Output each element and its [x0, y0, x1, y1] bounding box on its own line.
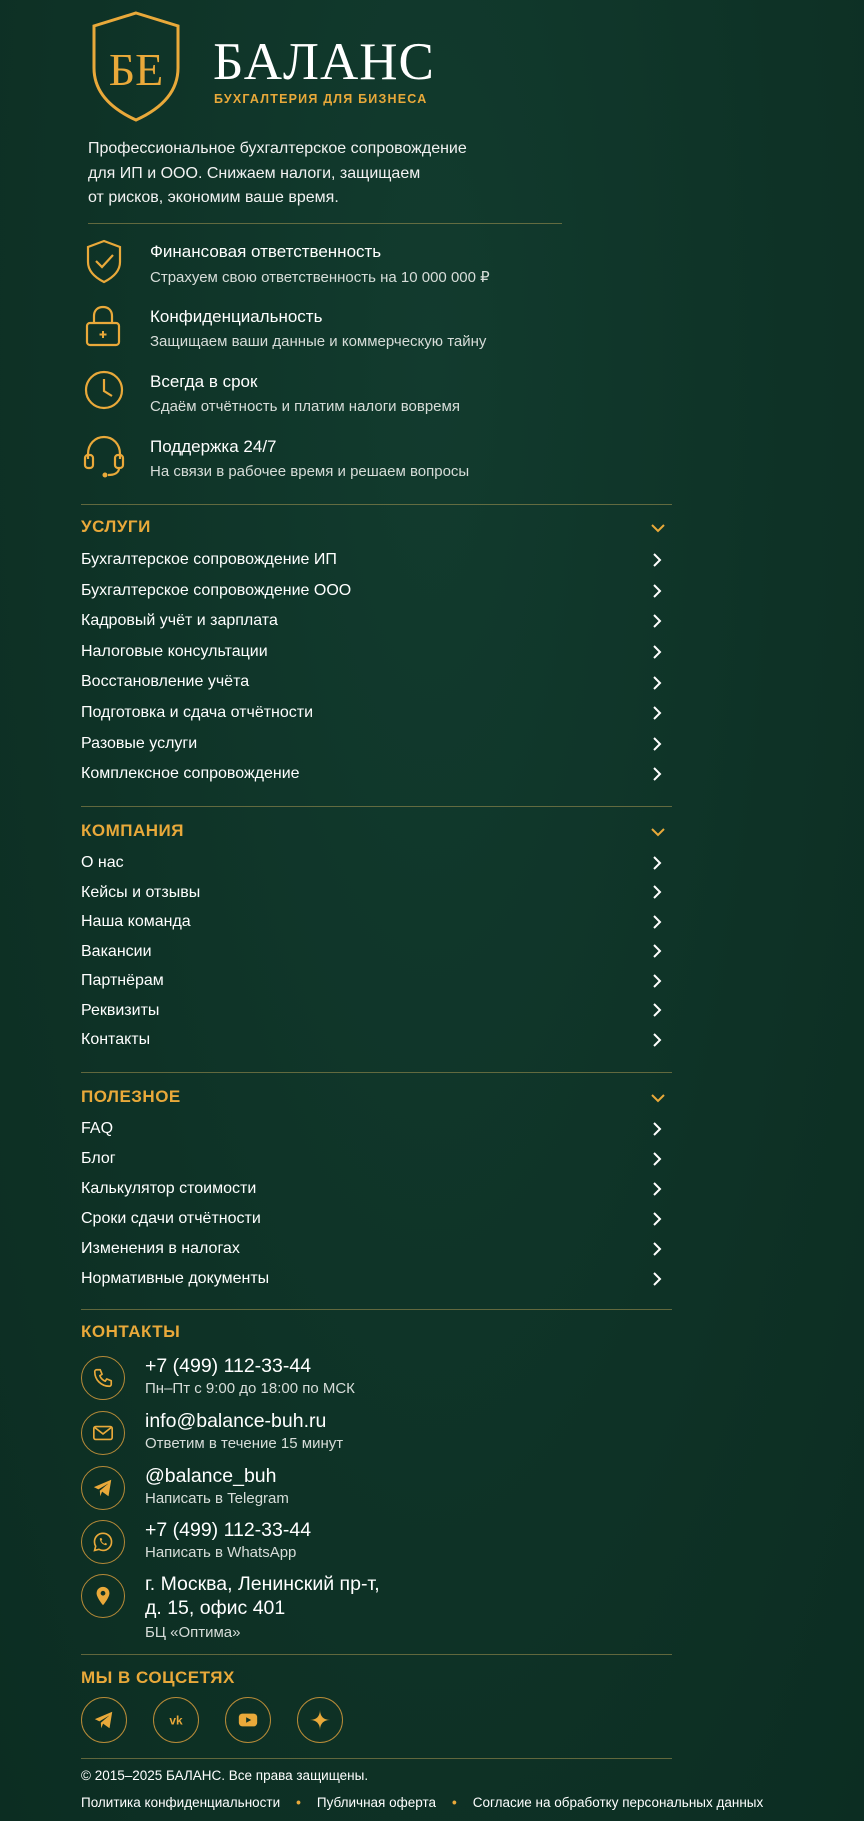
- divider: [81, 1758, 672, 1759]
- feature-item: [82, 433, 602, 498]
- section-title: МЫ В СОЦСЕТЯХ: [81, 1668, 235, 1687]
- address-line-1: г. Москва, Ленинский пр-т,: [145, 1573, 380, 1595]
- menu-item-label: Кейсы и отзывы: [81, 883, 201, 901]
- public-offer-link[interactable]: Публичная оферта: [316, 1795, 436, 1810]
- contact-email[interactable]: [81, 1411, 672, 1461]
- socials-row: [81, 1697, 381, 1747]
- chevron-right-icon: [652, 644, 662, 660]
- brand-intro: [88, 137, 508, 211]
- chevron-right-icon: [652, 855, 662, 871]
- feature-text: Сдаём отчётность и платим налоги вовремя: [150, 398, 460, 415]
- divider: [81, 806, 672, 807]
- map-pin-icon: [81, 1574, 125, 1618]
- feature-text: На связи в рабочее время и решаем вопросы: [150, 463, 470, 480]
- chevron-right-icon: [652, 1151, 662, 1167]
- chevron-right-icon: [652, 736, 662, 752]
- menu-item-label: Реквизиты: [81, 1001, 160, 1019]
- features-list: [82, 238, 602, 498]
- address-line-2: д. 15, офис 401: [145, 1597, 286, 1619]
- menu-item-company[interactable]: [81, 966, 672, 996]
- menu-item-label: Комплексное сопровождение: [81, 765, 300, 783]
- feature-text: Защищаем ваши данные и коммерческую тайну: [150, 333, 487, 350]
- section-title: ПОЛЕЗНОЕ: [81, 1087, 181, 1106]
- brand-name: БАЛАНС: [213, 33, 435, 91]
- vk-icon: [165, 1709, 187, 1731]
- clock-icon: [82, 368, 126, 414]
- feature-title: Поддержка 24/7: [150, 437, 277, 456]
- intro-line: Профессиональное бухгалтерское сопровождение: [88, 140, 467, 157]
- menu-item-useful[interactable]: [81, 1114, 672, 1144]
- telegram-handle[interactable]: @balance_buh: [145, 1465, 277, 1487]
- shield-check-icon: [82, 238, 126, 284]
- social-vk-button[interactable]: [153, 1697, 199, 1743]
- svg-text:vk: vk: [169, 1713, 183, 1728]
- chevron-right-icon: [652, 1241, 662, 1257]
- telegram-icon: [93, 1709, 115, 1731]
- mail-icon: [81, 1411, 125, 1455]
- brand-tagline: БУХГАЛТЕРИЯ ДЛЯ БИЗНЕСА: [214, 92, 428, 106]
- chevron-right-icon: [652, 675, 662, 691]
- shield-logo-icon: [88, 10, 184, 122]
- chevron-down-icon: [650, 1090, 666, 1106]
- contact-telegram[interactable]: [81, 1466, 672, 1516]
- brand-logo[interactable]: [88, 10, 508, 122]
- feature-title: Финансовая ответственность: [150, 242, 382, 261]
- menu-item-label: Вакансии: [81, 942, 152, 960]
- whatsapp-icon: [81, 1520, 125, 1564]
- menu-item-label: Кадровый учёт и зарплата: [81, 612, 278, 630]
- menu-item-services[interactable]: [81, 729, 672, 760]
- socials-header: [81, 1668, 381, 1692]
- telegram-note: Написать в Telegram: [145, 1490, 289, 1507]
- chevron-right-icon: [652, 766, 662, 782]
- address-building: БЦ «Оптима»: [145, 1624, 241, 1641]
- useful-section: [81, 1087, 672, 1294]
- intro-line: от рисков, экономим ваше время.: [88, 189, 339, 206]
- divider: [81, 504, 672, 505]
- section-title: УСЛУГИ: [81, 517, 151, 536]
- brand-monogram: БЕ: [108, 44, 164, 95]
- menu-item-useful[interactable]: [81, 1204, 672, 1234]
- menu-item-useful[interactable]: [81, 1174, 672, 1204]
- contacts-header: [81, 1322, 672, 1346]
- chevron-right-icon: [652, 1032, 662, 1048]
- menu-item-label: Калькулятор стоимости: [81, 1180, 257, 1197]
- chevron-right-icon: [652, 943, 662, 959]
- youtube-icon: [237, 1709, 259, 1731]
- chevron-right-icon: [652, 914, 662, 930]
- lock-icon: [82, 303, 126, 349]
- menu-item-company[interactable]: [81, 907, 672, 937]
- menu-item-services[interactable]: [81, 637, 672, 668]
- separator-dot: •: [296, 1795, 301, 1810]
- feature-title: Конфиденциальность: [150, 307, 323, 326]
- divider: [81, 1309, 672, 1310]
- company-section: [81, 821, 672, 1055]
- intro-line: для ИП и ООО. Снижаем налоги, защищаем: [88, 164, 421, 182]
- company-list: [81, 848, 672, 1055]
- divider: [81, 1654, 672, 1655]
- chevron-right-icon: [652, 1121, 662, 1137]
- menu-item-label: Блог: [81, 1150, 116, 1167]
- menu-item-services[interactable]: [81, 606, 672, 637]
- feature-item: [82, 368, 602, 433]
- services-section: [81, 517, 672, 790]
- useful-header[interactable]: [81, 1087, 672, 1111]
- menu-item-useful[interactable]: [81, 1234, 672, 1264]
- menu-item-label: FAQ: [81, 1120, 114, 1137]
- section-title: КОНТАКТЫ: [81, 1322, 181, 1341]
- consent-link[interactable]: Согласие на обработку персональных данных: [472, 1795, 764, 1810]
- menu-item-label: Контакты: [81, 1031, 151, 1048]
- menu-item-services[interactable]: [81, 759, 672, 790]
- feature-text: Страхуем свою ответственность на 10 000 000 ₽: [150, 269, 490, 286]
- divider: [81, 1072, 672, 1073]
- social-youtube-button[interactable]: [225, 1697, 271, 1743]
- phone-icon: [81, 1356, 125, 1400]
- menu-item-label: Бухгалтерское сопровождение ИП: [81, 551, 337, 568]
- divider: [88, 223, 562, 224]
- menu-item-company[interactable]: [81, 937, 672, 967]
- chevron-down-icon: [650, 824, 666, 840]
- menu-item-services[interactable]: [81, 545, 672, 576]
- section-title: КОМПАНИЯ: [81, 821, 184, 840]
- email-note: Ответим в течение 15 минут: [145, 1435, 344, 1452]
- menu-item-services[interactable]: [81, 667, 672, 698]
- whatsapp-note: Написать в WhatsApp: [145, 1544, 297, 1561]
- menu-item-label: Наша команда: [81, 913, 191, 930]
- menu-item-label: Подготовка и сдача отчётности: [81, 703, 314, 721]
- contact-phone[interactable]: [81, 1356, 672, 1406]
- services-list: [81, 545, 672, 790]
- sparkle-icon: [309, 1709, 331, 1731]
- phone-number[interactable]: +7 (499) 112-33-44: [145, 1355, 312, 1377]
- phone-hours: Пн–Пт с 9:00 до 18:00 по МСК: [145, 1380, 355, 1397]
- chevron-right-icon: [652, 1181, 662, 1197]
- social-dzen-button[interactable]: [297, 1697, 343, 1743]
- contact-address: [81, 1574, 672, 1654]
- privacy-policy-link[interactable]: Политика конфиденциальности: [81, 1795, 281, 1810]
- feature-item: [82, 303, 602, 368]
- feature-title: Всегда в срок: [150, 372, 258, 391]
- menu-item-useful[interactable]: [81, 1144, 672, 1174]
- chevron-right-icon: [652, 705, 662, 721]
- menu-item-services[interactable]: [81, 576, 672, 607]
- menu-item-label: Бухгалтерское сопровождение ООО: [81, 581, 352, 599]
- chevron-right-icon: [652, 1211, 662, 1227]
- chevron-right-icon: [652, 973, 662, 989]
- chevron-down-icon: [650, 520, 666, 536]
- chevron-right-icon: [652, 552, 662, 568]
- services-header[interactable]: [81, 517, 672, 541]
- telegram-icon: [81, 1466, 125, 1510]
- feature-item: [82, 238, 602, 303]
- menu-item-label: Изменения в налогах: [81, 1240, 240, 1257]
- email-address[interactable]: info@balance-buh.ru: [145, 1410, 327, 1432]
- menu-item-company[interactable]: [81, 1025, 672, 1055]
- menu-item-company[interactable]: [81, 878, 672, 908]
- headset-icon: [82, 433, 126, 479]
- menu-item-label: Восстановление учёта: [81, 673, 250, 691]
- copyright: © 2015–2025 БАЛАНС. Все права защищены.: [81, 1768, 369, 1783]
- legal-links: [81, 1795, 801, 1810]
- chevron-right-icon: [652, 1271, 662, 1287]
- social-telegram-button[interactable]: [81, 1697, 127, 1743]
- chevron-right-icon: [652, 884, 662, 900]
- contact-whatsapp[interactable]: [81, 1520, 672, 1570]
- menu-item-label: Нормативные документы: [81, 1270, 270, 1287]
- menu-item-label: О нас: [81, 854, 124, 871]
- whatsapp-number[interactable]: +7 (499) 112-33-44: [145, 1519, 312, 1541]
- chevron-right-icon: [652, 583, 662, 599]
- separator-dot: •: [452, 1795, 457, 1810]
- chevron-right-icon: [652, 1002, 662, 1018]
- menu-item-company[interactable]: [81, 996, 672, 1026]
- menu-item-company[interactable]: [81, 848, 672, 878]
- menu-item-label: Сроки сдачи отчётности: [81, 1210, 261, 1227]
- useful-list: [81, 1114, 672, 1294]
- menu-item-label: Налоговые консультации: [81, 642, 268, 660]
- menu-item-label: Разовые услуги: [81, 734, 198, 752]
- menu-item-label: Партнёрам: [81, 972, 164, 989]
- company-header[interactable]: [81, 821, 672, 845]
- chevron-right-icon: [652, 613, 662, 629]
- menu-item-useful[interactable]: [81, 1264, 672, 1294]
- menu-item-services[interactable]: [81, 698, 672, 729]
